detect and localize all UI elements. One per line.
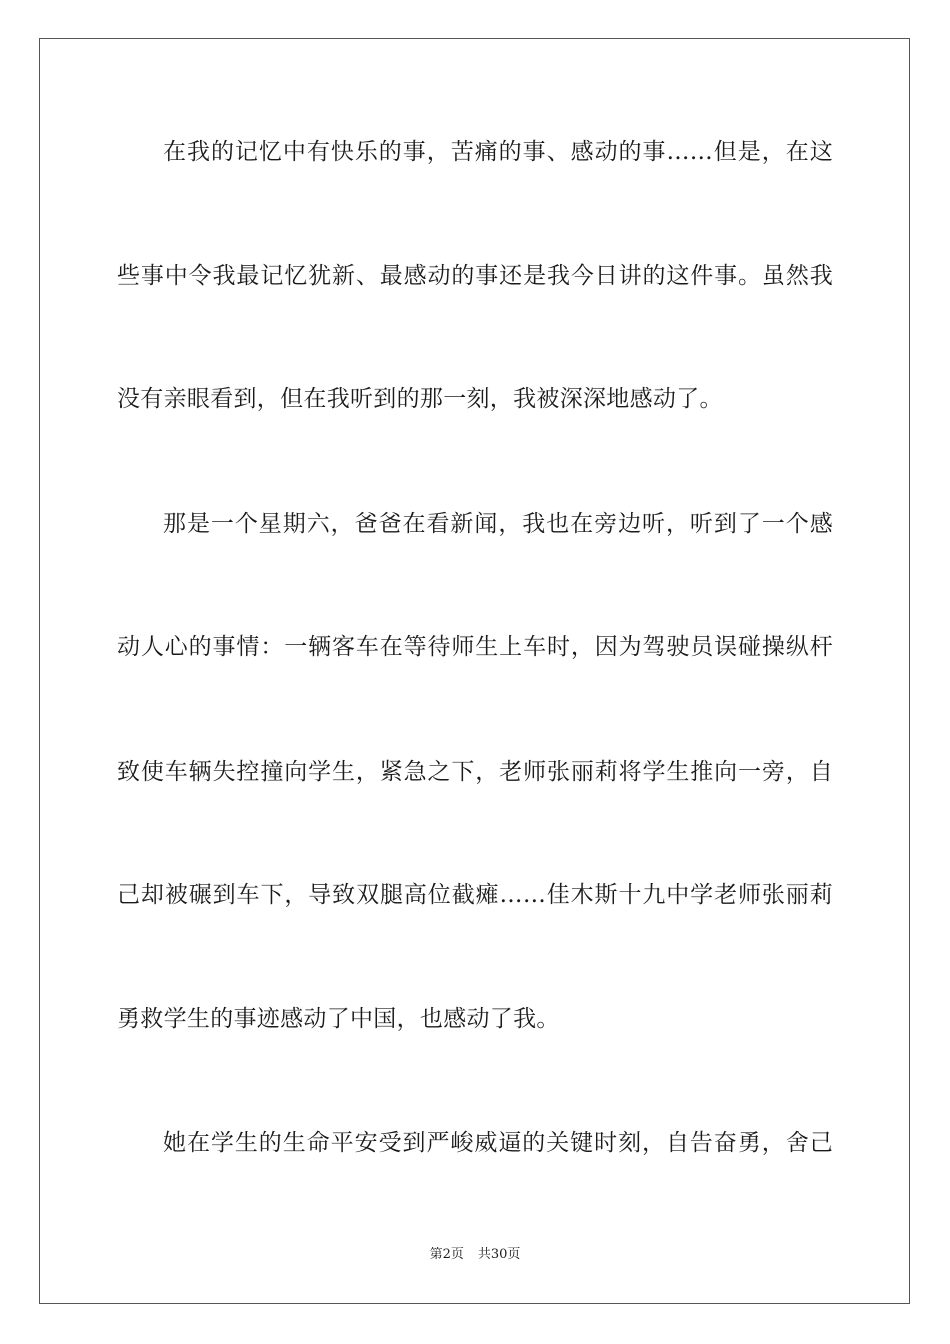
page-border [39,38,910,1304]
paragraph-2-line-5: 勇救学生的事迹感动了中国，也感动了我。 [117,1006,560,1032]
paragraph-2-line-2: 动人心的事情：一辆客车在等待师生上车时，因为驾驶员误碰操纵杆 [117,634,833,660]
paragraph-1-line-1: 在我的记忆中有快乐的事，苦痛的事、感动的事……但是，在这 [163,139,833,165]
page-number: 第2页 [429,1247,464,1262]
paragraph-2-line-3: 致使车辆失控撞向学生，紧急之下，老师张丽莉将学生推向一旁，自 [117,759,833,785]
page-footer [0,1246,950,1264]
paragraph-3-line-1: 她在学生的生命平安受到严峻威逼的关键时刻，自告奋勇，舍己 [163,1130,833,1156]
paragraph-2-line-4: 己却被碾到车下，导致双腿高位截瘫……佳木斯十九中学老师张丽莉 [117,882,833,908]
page-total: 共30页 [477,1247,521,1262]
paragraph-1-line-3: 没有亲眼看到，但在我听到的那一刻，我被深深地感动了。 [117,386,723,412]
paragraph-2-line-1: 那是一个星期六，爸爸在看新闻，我也在旁边听，听到了一个感 [163,511,833,537]
paragraph-1-line-2: 些事中令我最记忆犹新、最感动的事还是我今日讲的这件事。虽然我 [117,263,833,289]
